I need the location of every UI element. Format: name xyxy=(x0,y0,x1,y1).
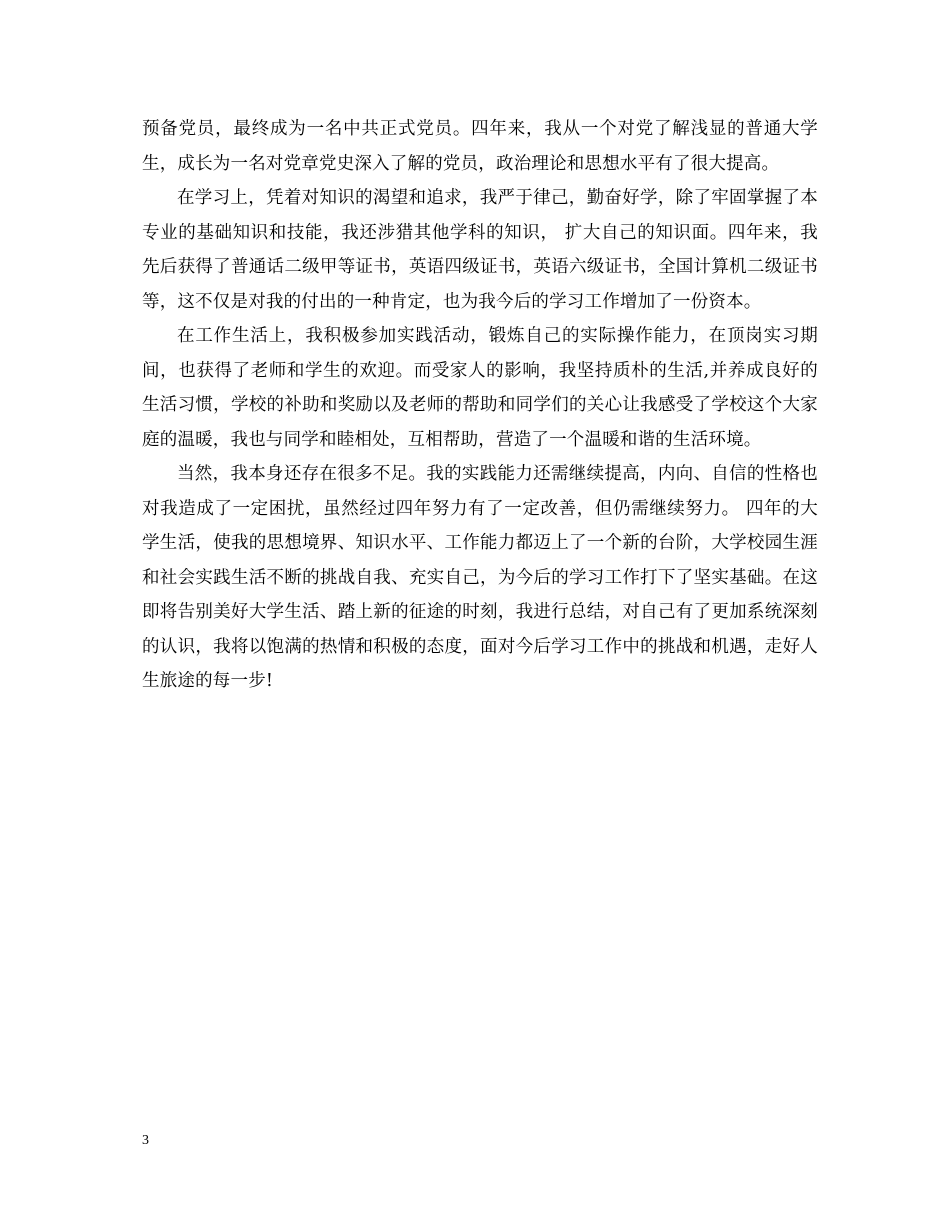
paragraph-1: 预备党员，最终成为一名中共正式党员。四年来，我从一个对党了解浅显的普通大学生，成长为一名对党章党史深入了解的党员，政治理论和思想水平有了很大提高。 xyxy=(142,119,818,174)
paragraph-3: 在工作生活上，我积极参加实践活动，锻炼自己的实际操作能力，在顶岗实习期间，也获得了老师和学生的欢迎。而受家人的影响，我坚持质朴的生活,并养成良好的生活习惯，学校的补助和奖励以及老师的帮助和同学们的关心让我感受了学校这个大家庭的温暖，我也与同学和睦相处，互相帮助，营造了一个温暖和谐的生活环境。 xyxy=(142,326,818,450)
paragraph-4: 当然，我本身还存在很多不足。我的实践能力还需继续提高，内向、自信的性格也对我造成了一定困扰，虽然经过四年努力有了一定改善，但仍需继续努力。 四年的大学生活，使我的思想境界、知识水平、工作能力都迈上了一个新的台阶，大学校园生涯和社会实践生活不断的挑战自我、充实自己，为今后的学习工作打下了坚实基础。在这即将告别美好大学生活、踏上新的征途的时刻，我进行总结，对自己有了更加系统深刻的认识，我将以饱满的热情和积极的态度，面对今后学习工作中的挑战和机遇，走好人生旅途的每一步! xyxy=(142,464,818,691)
paragraph-2: 在学习上，凭着对知识的渴望和追求，我严于律己，勤奋好学，除了牢固掌握了本专业的基础知识和技能，我还涉猎其他学科的知识， 扩大自己的知识面。四年来，我先后获得了普通话二级甲等证书，英语四级证书，英语六级证书，全国计算机二级证书等，这不仅是对我的付出的一种肯定，也为我今后的学习工作增加了一份资本。 xyxy=(142,188,818,312)
page-number: 3 xyxy=(142,1133,149,1148)
document-body xyxy=(142,112,818,699)
